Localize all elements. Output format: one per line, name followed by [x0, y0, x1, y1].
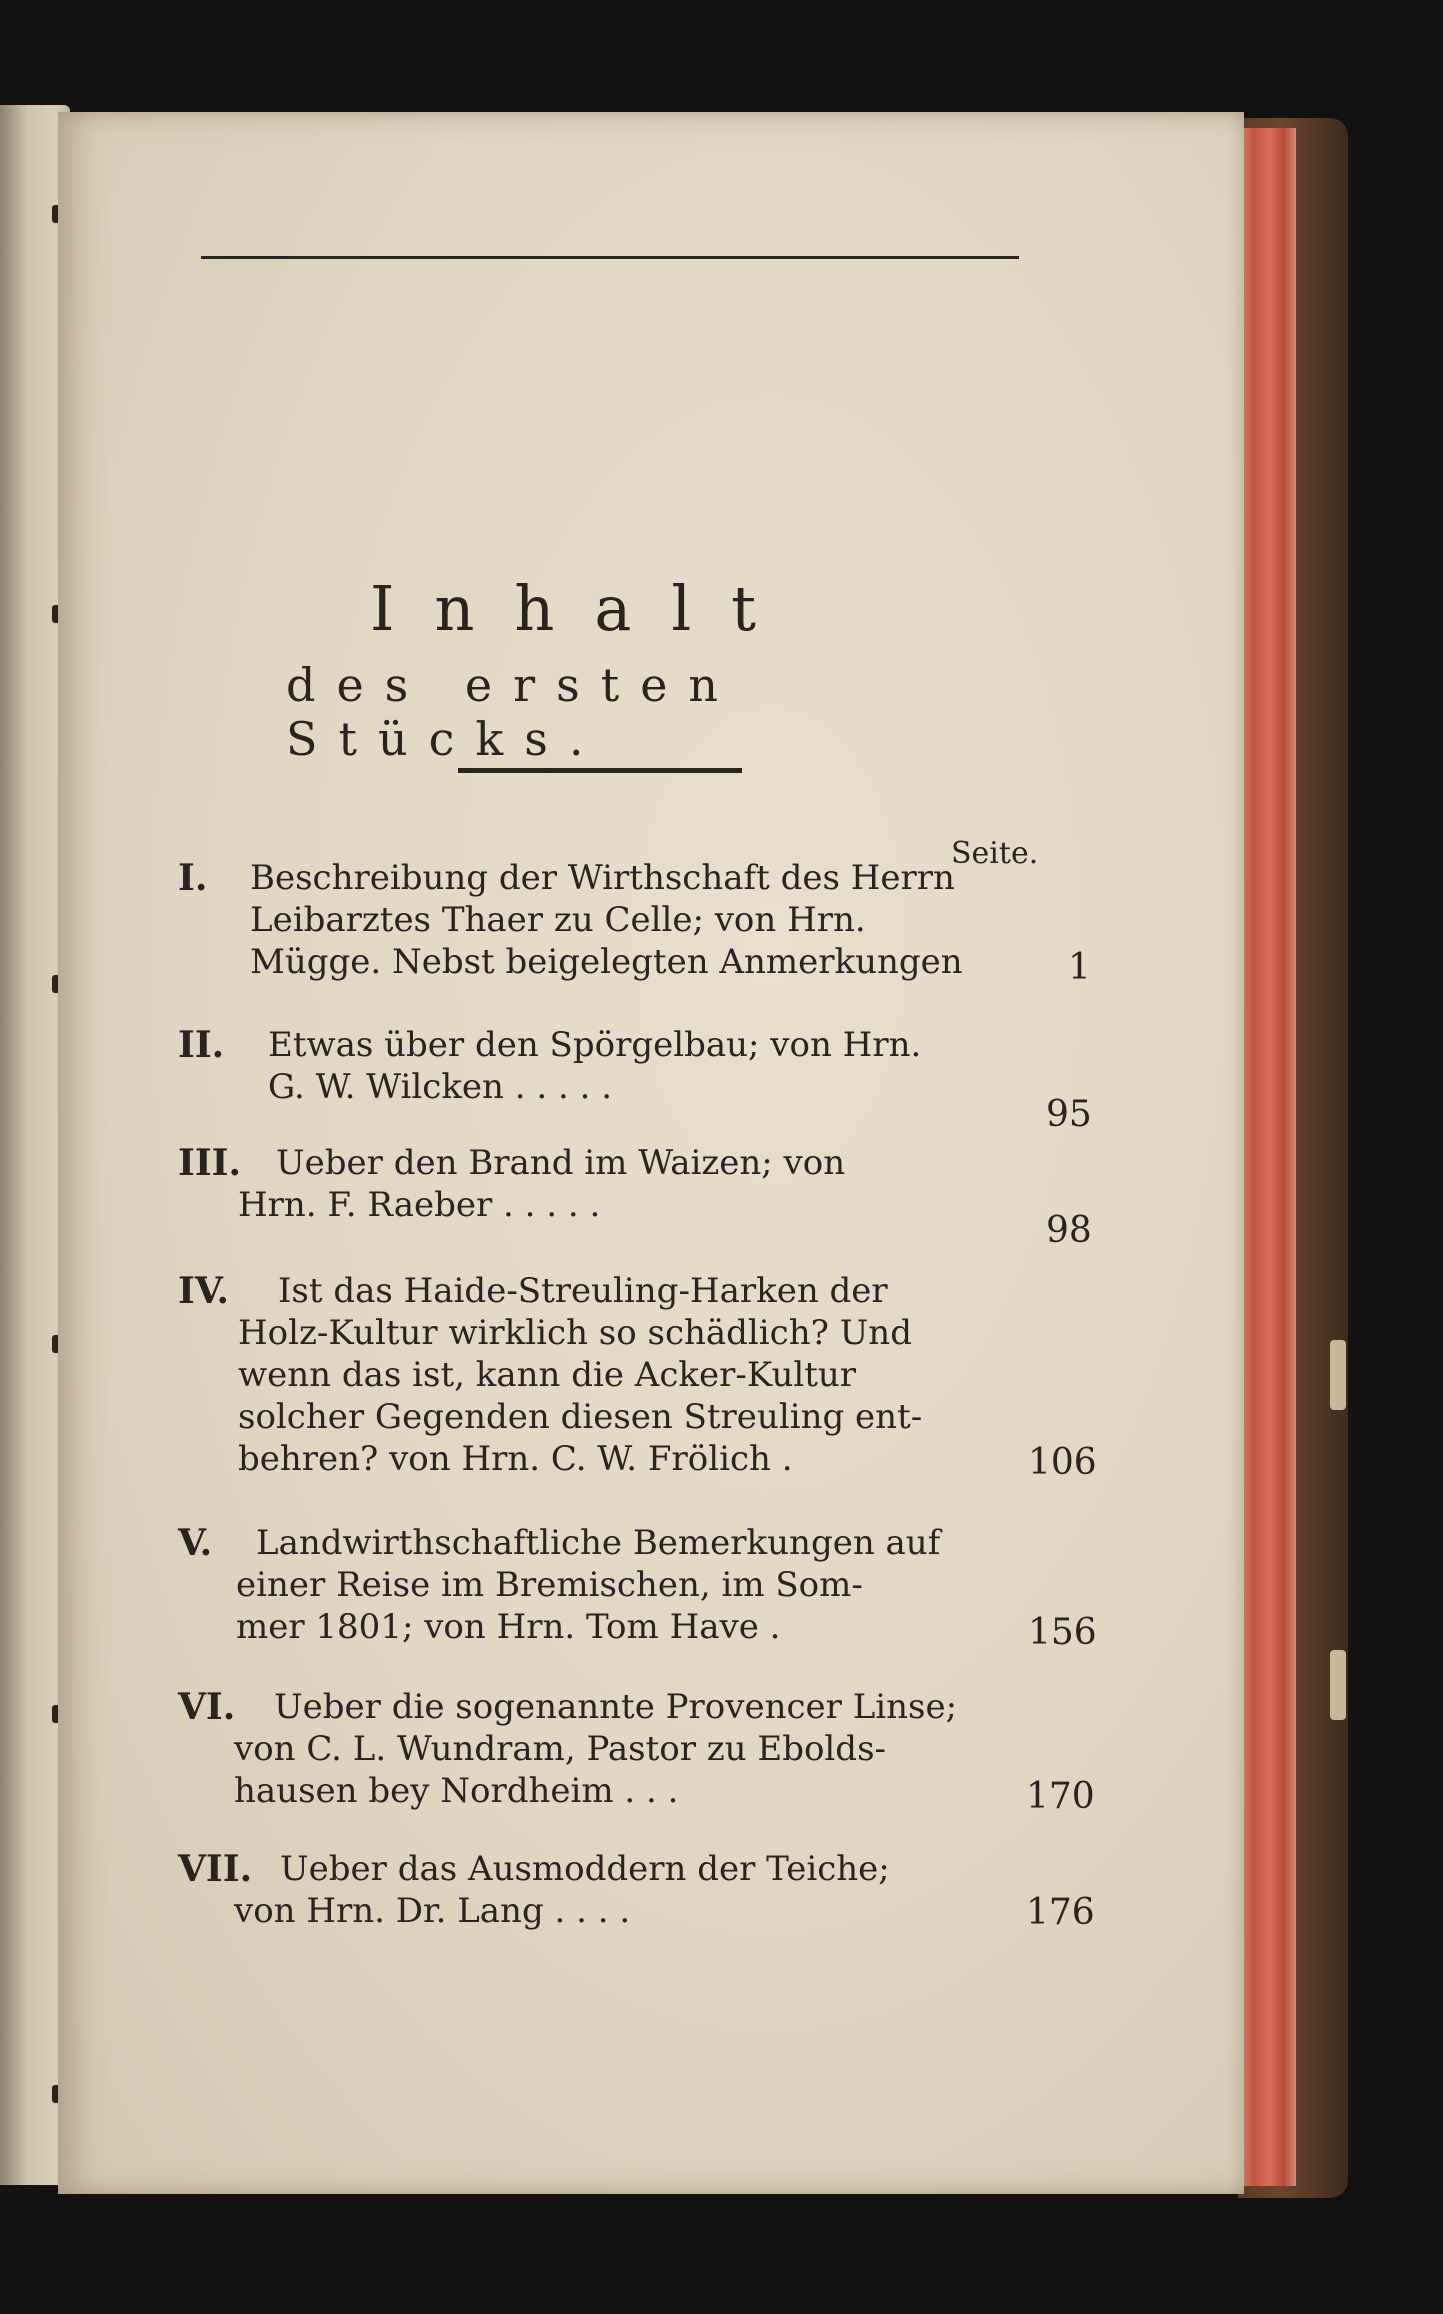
- entry-page-number: 1: [1068, 947, 1091, 988]
- entry-numeral: I.: [178, 857, 208, 899]
- seite-column-label: Seite.: [951, 836, 1039, 871]
- entry-line: wenn das ist, kann die Acker-Kultur: [238, 1355, 857, 1395]
- entry-page-number: 170: [1026, 1776, 1095, 1817]
- entry-line: Holz-Kultur wirklich so schädlich? Und: [238, 1313, 912, 1353]
- entry-line: Hrn. F. Raeber . . . . .: [238, 1185, 601, 1225]
- entry-line: Landwirthschaftliche Bemerkungen auf: [256, 1523, 941, 1563]
- entry-page-number: 156: [1028, 1612, 1097, 1653]
- entry-line: von C. L. Wundram, Pastor zu Ebolds-: [234, 1729, 887, 1769]
- entry-page-number: 106: [1028, 1442, 1097, 1483]
- entry-line: einer Reise im Bremischen, im Som-: [236, 1565, 863, 1605]
- entry-page-number: 98: [1046, 1210, 1092, 1251]
- entry-line: hausen bey Nordheim . . .: [234, 1771, 679, 1811]
- entry-page-number: 95: [1046, 1094, 1092, 1135]
- entry-line: Ueber den Brand im Waizen; von: [276, 1143, 846, 1183]
- entry-line: mer 1801; von Hrn. Tom Have .: [236, 1607, 781, 1647]
- page-title: Inhalt: [370, 572, 797, 645]
- red-page-edges: [1236, 128, 1296, 2186]
- title-rule: [458, 768, 742, 773]
- entry-line: Ueber die sogenannte Provencer Linse;: [274, 1687, 958, 1727]
- entry-numeral: IV.: [178, 1270, 230, 1312]
- entry-line: Leibarztes Thaer zu Celle; von Hrn.: [250, 900, 866, 940]
- entry-numeral: II.: [178, 1024, 225, 1066]
- page-subtitle: des ersten Stücks.: [286, 658, 740, 766]
- entry-line: Beschreibung der Wirthschaft des Herrn: [250, 858, 955, 898]
- entry-page-number: 176: [1026, 1892, 1095, 1933]
- entry-line: G. W. Wilcken . . . . .: [268, 1067, 613, 1107]
- contents-page: [58, 112, 1244, 2194]
- entry-line: von Hrn. Dr. Lang . . . .: [234, 1891, 631, 1931]
- entry-numeral: VI.: [178, 1686, 236, 1728]
- entry-line: behren? von Hrn. C. W. Frölich .: [238, 1439, 793, 1479]
- entry-line: solcher Gegenden diesen Streuling ent-: [238, 1397, 923, 1437]
- entry-line: Etwas über den Spörgelbau; von Hrn.: [268, 1025, 922, 1065]
- entry-numeral: V.: [178, 1522, 213, 1564]
- entry-line: Ist das Haide-Streuling-Harken der: [278, 1271, 888, 1311]
- entry-line: Mügge. Nebst beigelegten Anmerkungen: [250, 942, 963, 982]
- edge-tab: [1330, 1340, 1346, 1410]
- entry-numeral: VII.: [178, 1848, 253, 1890]
- edge-tab: [1330, 1650, 1346, 1720]
- top-rule: [201, 256, 1019, 259]
- entry-numeral: III.: [178, 1142, 242, 1184]
- entry-line: Ueber das Ausmoddern der Teiche;: [280, 1849, 890, 1889]
